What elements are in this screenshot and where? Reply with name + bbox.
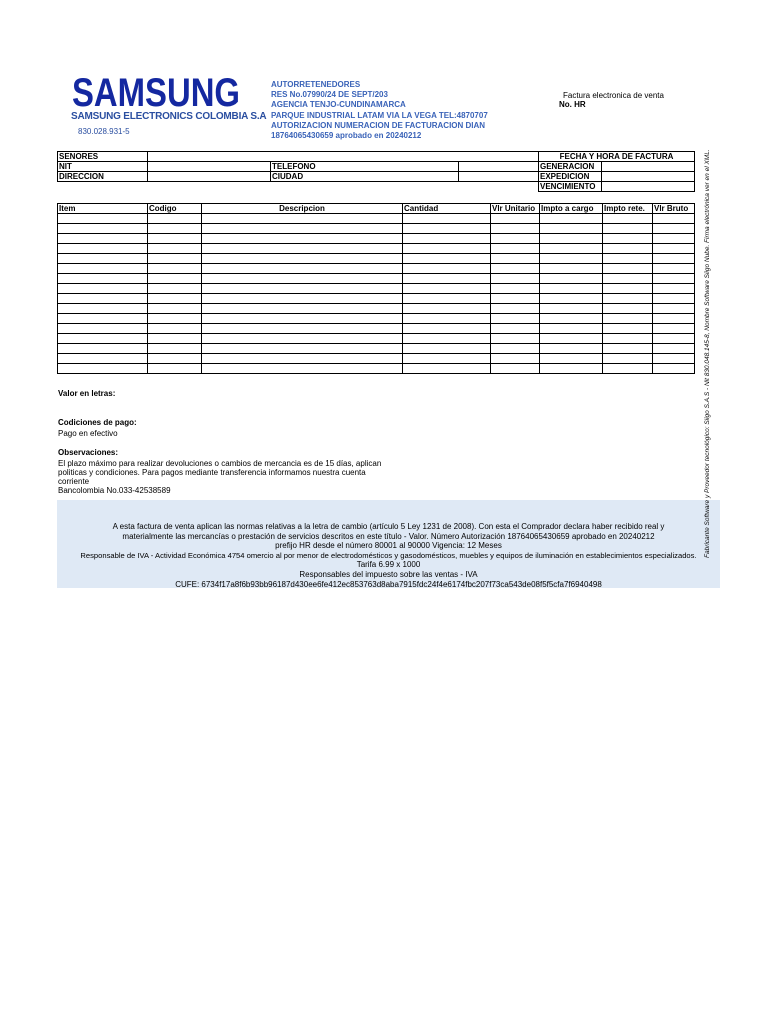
item-cell bbox=[540, 224, 603, 234]
items-table bbox=[57, 203, 695, 374]
item-cell bbox=[202, 284, 403, 294]
logo-text: SAMSUNG bbox=[72, 71, 240, 112]
item-cell bbox=[202, 244, 403, 254]
item-cell bbox=[491, 354, 540, 364]
item-cell bbox=[58, 254, 148, 264]
item-cell bbox=[202, 224, 403, 234]
item-row bbox=[58, 354, 695, 364]
item-row bbox=[58, 214, 695, 224]
item-cell bbox=[403, 284, 491, 294]
item-cell bbox=[58, 234, 148, 244]
header-line: AGENCIA TENJO-CUNDINAMARCA bbox=[271, 100, 406, 110]
col-codigo: Codigo bbox=[148, 204, 202, 214]
item-cell bbox=[58, 284, 148, 294]
header-info bbox=[271, 80, 488, 141]
fecha-header: FECHA Y HORA DE FACTURA bbox=[539, 152, 695, 162]
direccion-label: DIRECCION bbox=[58, 172, 148, 182]
generacion-label: GENERACION bbox=[539, 162, 602, 171]
item-cell bbox=[603, 274, 653, 284]
item-cell bbox=[540, 264, 603, 274]
item-cell bbox=[653, 254, 695, 264]
item-cell bbox=[148, 294, 202, 304]
col-vlr-unitario: Vlr Unitario bbox=[491, 204, 540, 214]
item-cell bbox=[403, 304, 491, 314]
samsung-logo bbox=[72, 68, 242, 112]
item-cell bbox=[603, 264, 653, 274]
generacion-value bbox=[602, 162, 695, 171]
item-cell bbox=[403, 224, 491, 234]
expedicion-value bbox=[602, 172, 695, 181]
expedicion-label: EXPEDICION bbox=[539, 172, 602, 181]
item-cell bbox=[148, 264, 202, 274]
item-cell bbox=[603, 314, 653, 324]
item-cell bbox=[148, 284, 202, 294]
item-cell bbox=[58, 334, 148, 344]
item-cell bbox=[653, 354, 695, 364]
item-cell bbox=[491, 344, 540, 354]
item-cell bbox=[403, 334, 491, 344]
invoice-number: No. HR bbox=[559, 100, 586, 109]
customer-table bbox=[57, 151, 695, 192]
item-cell bbox=[653, 284, 695, 294]
item-row bbox=[58, 334, 695, 344]
observaciones-line: Bancolombia No.033-42538589 bbox=[58, 486, 171, 495]
observaciones-line: politicas y condiciones. Para pagos mediante transferencia informamos nuestra cuenta corriente bbox=[58, 468, 366, 486]
item-cell bbox=[403, 264, 491, 274]
valor-letras-label: Valor en letras: bbox=[58, 389, 116, 398]
notice-line: Responsables del impuesto sobre las ventas - IVA bbox=[299, 569, 478, 579]
notice-line: Responsable de IVA - Actividad Económica 4754 omercio al por menor de electrodomésticos y gasodomésticos, muebles y equipos de iluminación en establecimientos especializados. bbox=[80, 550, 697, 560]
item-row bbox=[58, 324, 695, 334]
item-cell bbox=[653, 264, 695, 274]
observaciones-label: Observaciones: bbox=[58, 448, 119, 457]
item-cell bbox=[540, 314, 603, 324]
col-impto-rete: Impto rete. bbox=[603, 204, 653, 214]
item-cell bbox=[540, 244, 603, 254]
item-cell bbox=[202, 234, 403, 244]
item-cell bbox=[58, 244, 148, 254]
item-row bbox=[58, 294, 695, 304]
item-cell bbox=[653, 244, 695, 254]
item-cell bbox=[491, 284, 540, 294]
item-cell bbox=[540, 364, 603, 374]
item-cell bbox=[58, 264, 148, 274]
item-cell bbox=[148, 324, 202, 334]
item-cell bbox=[202, 214, 403, 224]
item-row bbox=[58, 234, 695, 244]
item-cell bbox=[148, 344, 202, 354]
generacion-cell bbox=[539, 162, 695, 172]
legal-notice-text bbox=[57, 522, 720, 589]
observaciones-line: El plazo máximo para realizar devoluciones o cambios de mercancia es de 15 días, aplican bbox=[58, 459, 382, 468]
item-cell bbox=[202, 344, 403, 354]
expedicion-cell bbox=[539, 172, 695, 182]
direccion-value bbox=[148, 172, 271, 182]
item-cell bbox=[202, 354, 403, 364]
item-cell bbox=[403, 254, 491, 264]
item-row bbox=[58, 274, 695, 284]
condiciones-value: Pago en efectivo bbox=[58, 429, 118, 438]
nit-label: NIT bbox=[58, 162, 148, 172]
item-cell bbox=[58, 304, 148, 314]
item-cell bbox=[603, 354, 653, 364]
item-cell bbox=[58, 364, 148, 374]
item-cell bbox=[202, 314, 403, 324]
item-row bbox=[58, 284, 695, 294]
item-cell bbox=[403, 244, 491, 254]
item-cell bbox=[202, 294, 403, 304]
item-cell bbox=[491, 364, 540, 374]
item-cell bbox=[491, 324, 540, 334]
item-cell bbox=[653, 274, 695, 284]
item-cell bbox=[148, 234, 202, 244]
item-row bbox=[58, 254, 695, 264]
item-cell bbox=[202, 304, 403, 314]
item-cell bbox=[653, 364, 695, 374]
vencimiento-value bbox=[602, 182, 695, 191]
item-cell bbox=[403, 354, 491, 364]
item-cell bbox=[603, 254, 653, 264]
item-cell bbox=[403, 324, 491, 334]
item-cell bbox=[58, 214, 148, 224]
header-line: PARQUE INDUSTRIAL LATAM VIA LA VEGA TEL:4870707 bbox=[271, 110, 488, 120]
item-cell bbox=[491, 304, 540, 314]
item-cell bbox=[491, 234, 540, 244]
item-cell bbox=[202, 334, 403, 344]
item-cell bbox=[603, 294, 653, 304]
item-cell bbox=[540, 354, 603, 364]
item-cell bbox=[491, 214, 540, 224]
item-cell bbox=[491, 274, 540, 284]
item-row bbox=[58, 224, 695, 234]
item-cell bbox=[653, 214, 695, 224]
header-line: AUTORRETENEDORES bbox=[271, 80, 361, 89]
item-cell bbox=[491, 244, 540, 254]
notice-line: A esta factura de venta aplican las normas relativas a la letra de cambio (artículo 5 Ley 1231 de 2008). Con esta el Comprador declara haber recibido real y bbox=[112, 522, 665, 531]
item-cell bbox=[202, 274, 403, 284]
item-cell bbox=[603, 244, 653, 254]
company-nit: 830.028.931-5 bbox=[78, 127, 130, 136]
item-cell bbox=[58, 354, 148, 364]
item-cell bbox=[58, 224, 148, 234]
item-cell bbox=[603, 364, 653, 374]
item-cell bbox=[148, 364, 202, 374]
item-cell bbox=[603, 304, 653, 314]
item-row bbox=[58, 314, 695, 324]
telefono-label: TELEFONO bbox=[271, 162, 459, 172]
item-cell bbox=[491, 294, 540, 304]
item-cell bbox=[148, 354, 202, 364]
item-cell bbox=[540, 254, 603, 264]
item-cell bbox=[491, 264, 540, 274]
item-cell bbox=[653, 294, 695, 304]
item-cell bbox=[603, 324, 653, 334]
item-cell bbox=[540, 214, 603, 224]
vencimiento-cell bbox=[539, 182, 695, 192]
item-cell bbox=[148, 224, 202, 234]
item-row bbox=[58, 244, 695, 254]
item-cell bbox=[403, 364, 491, 374]
notice-line: CUFE: 6734f17a8f6b93bb96187d430ee6fe412ec853763d8aba7915fdc24f4e6174fbc207f73ca543de08f5f5cfa7f6940498 bbox=[175, 579, 602, 589]
item-cell bbox=[148, 334, 202, 344]
item-cell bbox=[603, 344, 653, 354]
item-cell bbox=[653, 304, 695, 314]
item-cell bbox=[653, 314, 695, 324]
item-cell bbox=[540, 334, 603, 344]
item-cell bbox=[148, 274, 202, 284]
item-row bbox=[58, 344, 695, 354]
col-vlr-bruto: Vlr Bruto bbox=[653, 204, 695, 214]
item-cell bbox=[148, 214, 202, 224]
item-cell bbox=[148, 314, 202, 324]
item-cell bbox=[540, 274, 603, 284]
item-cell bbox=[653, 224, 695, 234]
item-cell bbox=[603, 214, 653, 224]
item-cell bbox=[202, 254, 403, 264]
item-cell bbox=[202, 264, 403, 274]
item-row bbox=[58, 264, 695, 274]
item-cell bbox=[58, 294, 148, 304]
company-name: SAMSUNG ELECTRONICS COLOMBIA S.A bbox=[71, 111, 267, 122]
item-cell bbox=[653, 344, 695, 354]
item-row bbox=[58, 304, 695, 314]
ciudad-label: CIUDAD bbox=[271, 172, 459, 182]
header-line: 18764065430659 aprobado en 20240212 bbox=[271, 131, 422, 141]
notice-line: prefijo HR desde el número 80001 al 90000 Vigencia: 12 Meses bbox=[275, 541, 502, 551]
item-cell bbox=[58, 344, 148, 354]
item-cell bbox=[202, 364, 403, 374]
item-cell bbox=[148, 254, 202, 264]
telefono-value bbox=[459, 162, 539, 172]
item-cell bbox=[148, 244, 202, 254]
item-cell bbox=[540, 294, 603, 304]
item-cell bbox=[540, 344, 603, 354]
item-cell bbox=[540, 284, 603, 294]
header-line: RES No.07990/24 DE SEPT/203 bbox=[271, 90, 388, 100]
item-cell bbox=[403, 344, 491, 354]
senores-value bbox=[148, 152, 539, 162]
vencimiento-label: VENCIMIENTO bbox=[539, 182, 602, 191]
invoice-title: Factura electronica de venta bbox=[563, 91, 664, 100]
item-row bbox=[58, 364, 695, 374]
item-cell bbox=[403, 234, 491, 244]
notice-line: Tarifa 6.99 x 1000 bbox=[356, 560, 421, 570]
item-cell bbox=[603, 284, 653, 294]
item-cell bbox=[603, 224, 653, 234]
col-impto-cargo: Impto a cargo bbox=[540, 204, 603, 214]
item-cell bbox=[58, 324, 148, 334]
software-provider-note: Fabricante Software y Proveedor tecnológico: Siigo S.A.S - Nit 830.048.145-8, Nombre Software Siigo Nube. Firma electrónica ver en el XML. bbox=[704, 149, 711, 558]
item-cell bbox=[148, 304, 202, 314]
header-line: AUTORIZACION NUMERACION DE FACTURACION DIAN bbox=[271, 120, 486, 130]
observaciones-text bbox=[58, 459, 398, 495]
item-cell bbox=[603, 234, 653, 244]
ciudad-value bbox=[459, 172, 539, 182]
col-cantidad: Cantidad bbox=[403, 204, 491, 214]
notice-line: materialmente las mercancías o prestación de servicios descritos en este título - Valor. Número Autorización 18764065430659 aprobado en 20240212 bbox=[122, 531, 655, 541]
item-cell bbox=[403, 214, 491, 224]
item-cell bbox=[540, 234, 603, 244]
item-cell bbox=[403, 294, 491, 304]
item-cell bbox=[403, 314, 491, 324]
item-cell bbox=[491, 254, 540, 264]
nit-value bbox=[148, 162, 271, 172]
legal-notice-box bbox=[57, 500, 720, 588]
col-item: Item bbox=[58, 204, 148, 214]
item-cell bbox=[491, 334, 540, 344]
item-cell bbox=[58, 274, 148, 284]
item-cell bbox=[202, 324, 403, 334]
item-cell bbox=[540, 304, 603, 314]
item-cell bbox=[491, 314, 540, 324]
item-cell bbox=[653, 324, 695, 334]
condiciones-label: Codiciones de pago: bbox=[58, 418, 137, 427]
item-cell bbox=[491, 224, 540, 234]
item-cell bbox=[653, 234, 695, 244]
senores-label: SENORES bbox=[58, 152, 148, 162]
item-cell bbox=[58, 314, 148, 324]
item-cell bbox=[540, 324, 603, 334]
item-cell bbox=[603, 334, 653, 344]
item-cell bbox=[403, 274, 491, 284]
col-descripcion: Descripcion bbox=[202, 204, 403, 214]
item-cell bbox=[653, 334, 695, 344]
